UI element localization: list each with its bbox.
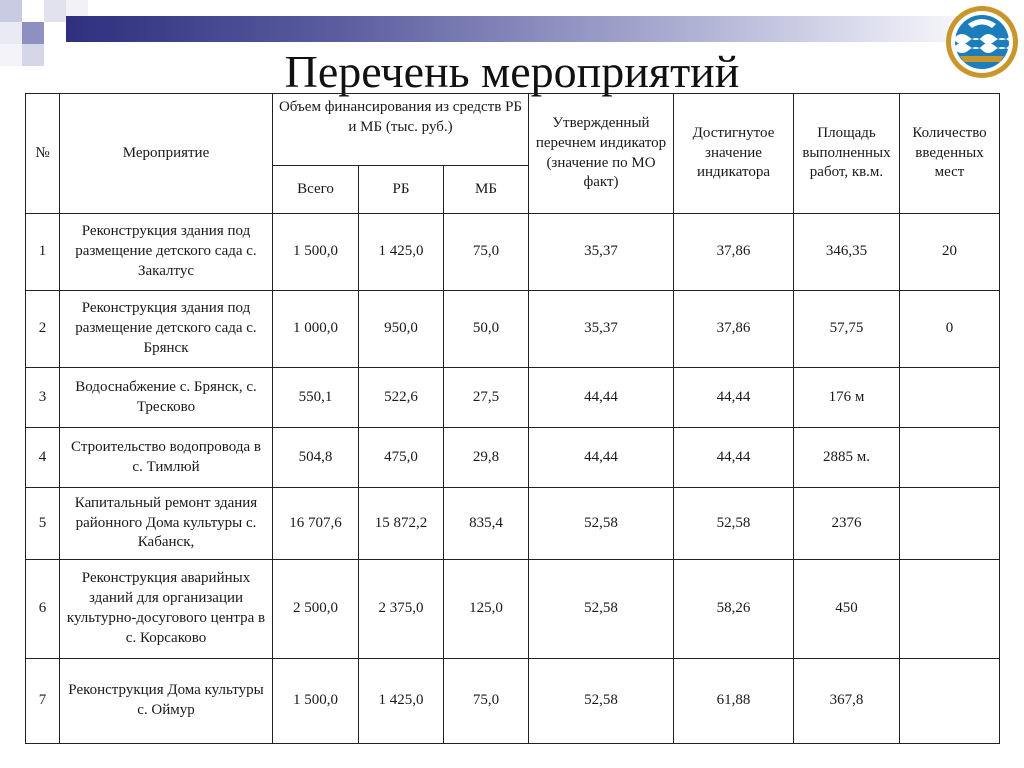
cell-mb: 27,5 (444, 368, 529, 428)
cell-total: 1 500,0 (273, 659, 359, 744)
cell-rb: 1 425,0 (359, 659, 444, 744)
cell-rb: 950,0 (359, 291, 444, 368)
table-row (26, 214, 1000, 291)
cell-total: 1 500,0 (273, 214, 359, 291)
table-row (26, 428, 1000, 488)
decor-square (22, 22, 44, 44)
cell-rb: 2 375,0 (359, 560, 444, 659)
decor-square (0, 22, 22, 44)
cell-rb: 522,6 (359, 368, 444, 428)
decor-square (22, 0, 44, 22)
cell-total: 1 000,0 (273, 291, 359, 368)
header-activity: Мероприятие (60, 94, 273, 214)
table-row (26, 560, 1000, 659)
header-total: Всего (273, 166, 359, 214)
cell-activity: Капитальный ремонт здания районного Дома культуры с. Кабанск, (60, 488, 273, 560)
cell-achieved: 44,44 (674, 368, 794, 428)
cell-activity: Строительство водопровода в с. Тимлюй (60, 428, 273, 488)
cell-num: 2 (26, 291, 60, 368)
cell-area: 2376 (794, 488, 900, 560)
cell-mb: 125,0 (444, 560, 529, 659)
cell-num: 3 (26, 368, 60, 428)
cell-activity: Водоснабжение с. Брянск, с. Тресково (60, 368, 273, 428)
cell-achieved: 37,86 (674, 291, 794, 368)
cell-approved: 35,37 (529, 291, 674, 368)
cell-approved: 44,44 (529, 368, 674, 428)
cell-achieved: 61,88 (674, 659, 794, 744)
cell-approved: 52,58 (529, 659, 674, 744)
table-row (26, 368, 1000, 428)
cell-achieved: 52,58 (674, 488, 794, 560)
cell-area: 2885 м. (794, 428, 900, 488)
cell-activity: Реконструкция Дома культуры с. Оймур (60, 659, 273, 744)
cell-mb: 75,0 (444, 214, 529, 291)
cell-places: 0 (900, 291, 1000, 368)
cell-area: 57,75 (794, 291, 900, 368)
cell-mb: 50,0 (444, 291, 529, 368)
cell-rb: 475,0 (359, 428, 444, 488)
decor-square (0, 0, 22, 22)
header-approved-indicator: Утвержденный перечнем индикатор (значение по МО факт) (529, 94, 674, 214)
cell-rb: 15 872,2 (359, 488, 444, 560)
cell-achieved: 58,26 (674, 560, 794, 659)
cell-area: 450 (794, 560, 900, 659)
cell-total: 550,1 (273, 368, 359, 428)
cell-num: 7 (26, 659, 60, 744)
cell-area: 346,35 (794, 214, 900, 291)
header-achieved-indicator: Достигнутое значение индикатора (674, 94, 794, 214)
cell-places (900, 428, 1000, 488)
cell-rb: 1 425,0 (359, 214, 444, 291)
table-row (26, 659, 1000, 744)
cell-activity: Реконструкция здания под размещение детского сада с. Брянск (60, 291, 273, 368)
table-row (26, 488, 1000, 560)
cell-places (900, 560, 1000, 659)
header-gradient-bar (66, 16, 996, 42)
table-row (26, 291, 1000, 368)
header-funding: Объем финансирования из средств РБ и МБ (тыс. руб.) (273, 94, 529, 166)
cell-mb: 75,0 (444, 659, 529, 744)
cell-total: 2 500,0 (273, 560, 359, 659)
cell-num: 5 (26, 488, 60, 560)
cell-approved: 44,44 (529, 428, 674, 488)
cell-approved: 52,58 (529, 560, 674, 659)
decor-square (44, 0, 66, 22)
cell-achieved: 37,86 (674, 214, 794, 291)
cell-activity: Реконструкция аварийных зданий для организации культурно-досугового центра в с. Корсаково (60, 560, 273, 659)
cell-num: 1 (26, 214, 60, 291)
cell-approved: 52,58 (529, 488, 674, 560)
cell-num: 6 (26, 560, 60, 659)
cell-activity: Реконструкция здания под размещение детского сада с. Закалтус (60, 214, 273, 291)
cell-num: 4 (26, 428, 60, 488)
cell-places (900, 368, 1000, 428)
page-title: Перечень мероприятий (284, 46, 740, 97)
decor-square (44, 22, 66, 44)
header-num: № (26, 94, 60, 214)
cell-total: 16 707,6 (273, 488, 359, 560)
cell-places (900, 488, 1000, 560)
cell-area: 176 м (794, 368, 900, 428)
cell-approved: 35,37 (529, 214, 674, 291)
cell-achieved: 44,44 (674, 428, 794, 488)
header-rb: РБ (359, 166, 444, 214)
header-mb: МБ (444, 166, 529, 214)
cell-places (900, 659, 1000, 744)
header-area: Площадь выполненных работ, кв.м. (794, 94, 900, 214)
cell-total: 504,8 (273, 428, 359, 488)
cell-area: 367,8 (794, 659, 900, 744)
cell-mb: 835,4 (444, 488, 529, 560)
header-places: Количество введенных мест (900, 94, 1000, 214)
cell-mb: 29,8 (444, 428, 529, 488)
table-header-row (26, 94, 1000, 166)
cell-places: 20 (900, 214, 1000, 291)
activities-table (25, 93, 1000, 744)
